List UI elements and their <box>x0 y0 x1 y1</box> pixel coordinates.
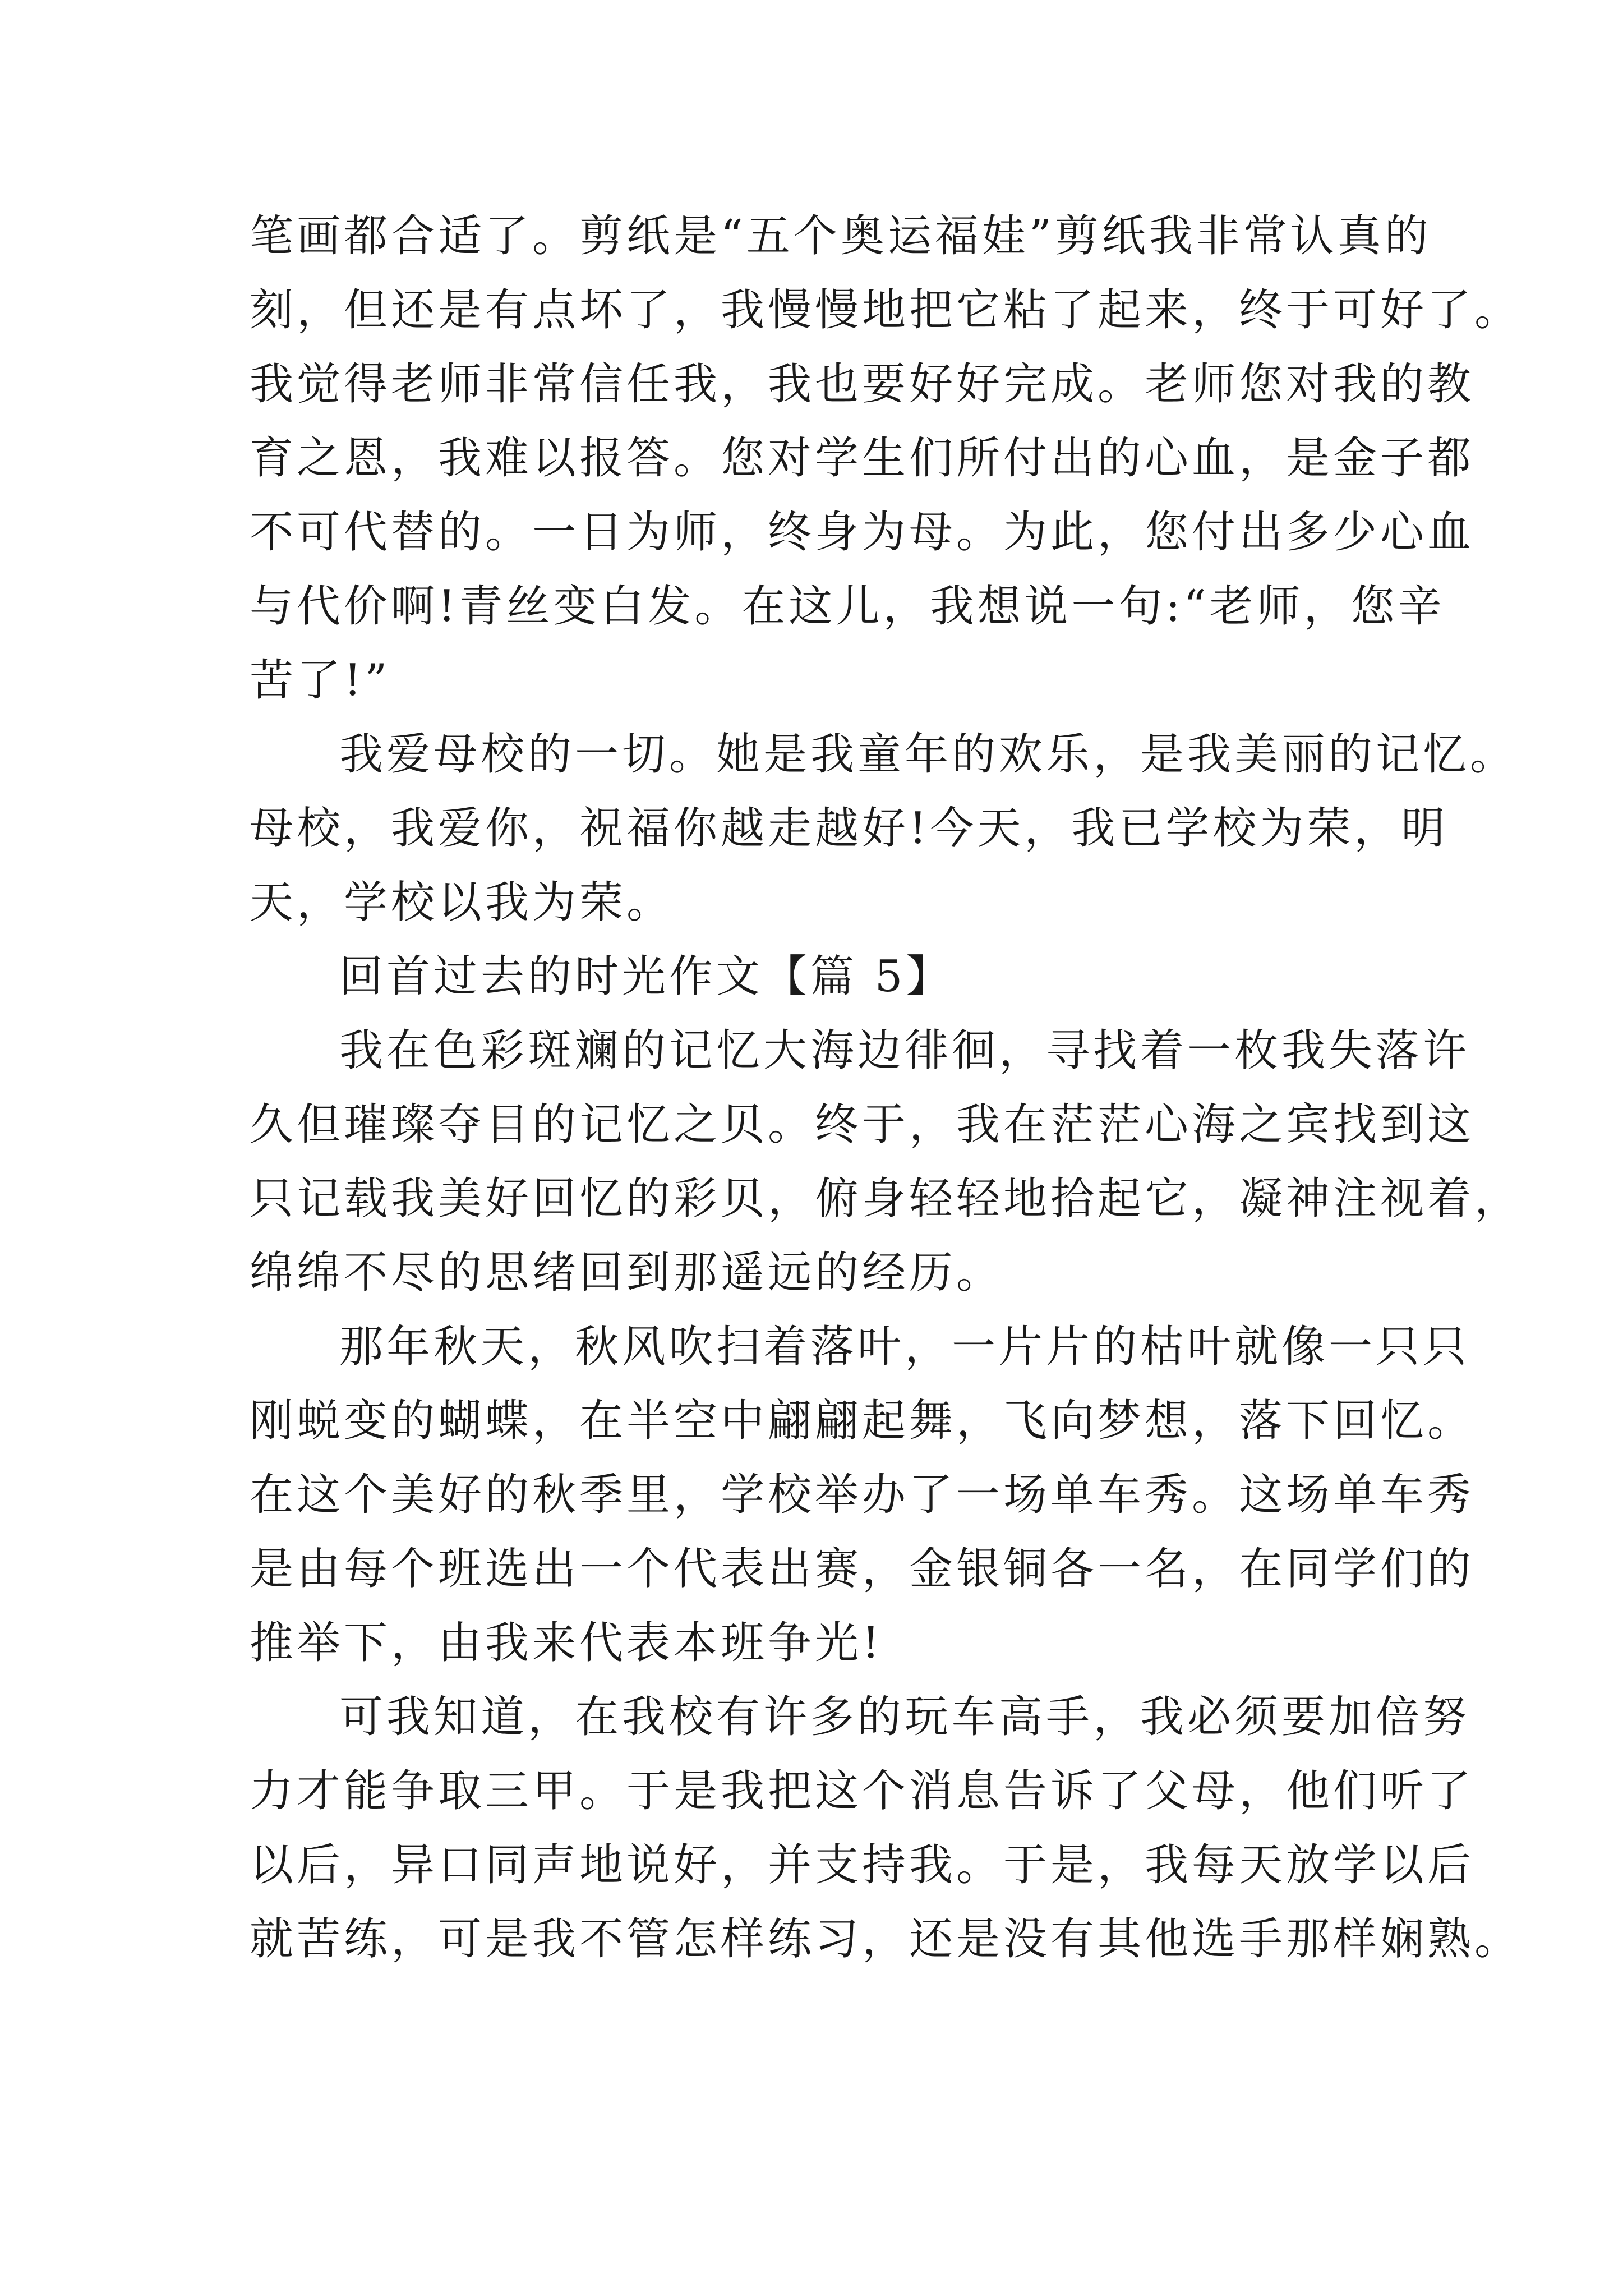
text-line: 回首过去的时光作文【篇 5】 <box>339 951 953 1002</box>
text-line: 不可代替的。一日为师，终身为母。为此，您付出多少心血 <box>250 507 1475 558</box>
text-line: 刻，但还是有点坏了，我慢慢地把它粘了起来，终于可好了。 <box>250 285 1522 335</box>
text-line: 在这个美好的秋季里，学校举办了一场单车秀。这场单车秀 <box>250 1470 1475 1520</box>
text-line: 母校，我爱你，祝福你越走越好!今天，我已学校为荣，明 <box>250 803 1449 854</box>
text-line: 是由每个班选出一个代表出赛，金银铜各一名，在同学们的 <box>250 1544 1475 1594</box>
text-line: 与代价啊!青丝变白发。在这儿，我想说一句:“老师，您辛 <box>250 581 1445 632</box>
text-line: 我爱母校的一切。她是我童年的欢乐，是我美丽的记忆。 <box>339 729 1518 780</box>
text-line: 久但璀璨夺目的记忆之贝。终于，我在茫茫心海之宾找到这 <box>250 1099 1475 1150</box>
text-line: 育之恩，我难以报答。您对学生们所付出的心血，是金子都 <box>250 433 1475 484</box>
document-body <box>250 199 1522 1976</box>
text-line: 就苦练，可是我不管怎样练习，还是没有其他选手那样娴熟。 <box>250 1914 1522 1964</box>
text-line: 力才能争取三甲。于是我把这个消息告诉了父母，他们听了 <box>250 1766 1475 1816</box>
text-line: 天，学校以我为荣。 <box>250 877 674 928</box>
text-line: 苦了!” <box>250 655 391 706</box>
text-line: 我在色彩斑斓的记忆大海边徘徊，寻找着一枚我失落许 <box>339 1025 1470 1076</box>
text-line: 可我知道，在我校有许多的玩车高手，我必须要加倍努 <box>339 1692 1470 1742</box>
text-line: 绵绵不尽的思绪回到那遥远的经历。 <box>250 1248 1004 1298</box>
text-line: 我觉得老师非常信任我，我也要好好完成。老师您对我的教 <box>250 359 1475 409</box>
text-line: 刚蜕变的蝴蝶，在半空中翩翩起舞，飞向梦想，落下回忆。 <box>250 1396 1475 1446</box>
text-line: 只记载我美好回忆的彩贝，俯身轻轻地拾起它，凝神注视着， <box>250 1174 1522 1224</box>
text-line: 那年秋天，秋风吹扫着落叶，一片片的枯叶就像一只只 <box>339 1322 1470 1372</box>
text-line: 以后，异口同声地说好，并支持我。于是，我每天放学以后 <box>250 1840 1475 1890</box>
text-line: 笔画都合适了。剪纸是“五个奥运福娃”剪纸我非常认真的 <box>250 211 1432 261</box>
text-line: 推举下，由我来代表本班争光! <box>250 1618 883 1668</box>
